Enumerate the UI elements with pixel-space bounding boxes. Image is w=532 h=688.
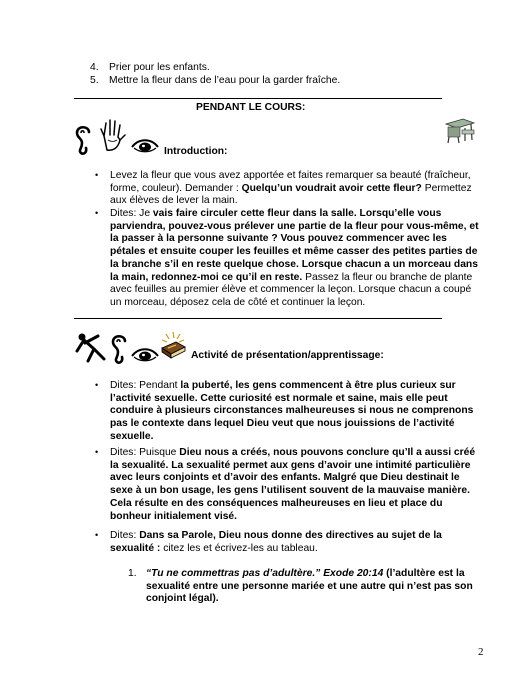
paragraph	[110, 447, 482, 523]
intro-heading: Introduction:	[164, 146, 228, 157]
bullet-icon: •	[95, 208, 99, 218]
text-run: Passez la fleur ou branche de plante avec feuilles au premier élève et commencer la leçon. Lorsque chacun a coupé un morceau, déposez cela de côté et continuer la leçon.	[110, 271, 473, 308]
bold-text: (l’adultère est la sexualité entre une personne mariée et une autre qui n’est pas son conjoint légal).	[146, 568, 473, 605]
list-number: 1.	[128, 568, 137, 579]
ear-icon	[110, 333, 130, 365]
text-run: Dites: Pendant	[110, 380, 181, 391]
text-run: Dites: Je	[110, 208, 153, 219]
list-number: 5.	[90, 75, 99, 86]
stretching-figure-icon	[74, 331, 108, 363]
hand-icon	[98, 118, 128, 152]
paragraph	[110, 380, 482, 444]
horizontal-rule	[74, 318, 442, 319]
bold-text: la puberté, les gens commencent à être plus curieux sur l’activité sexuelle. Cette curiosité est normale et saine, mais elle peut conduire à plusieurs circonstances malheureuses si nous ne comprenons pas le contexte dans lequel Dieu veut que nous jouissions de l’activité sexuelle.	[110, 380, 474, 442]
list-text: Prier pour les enfants.	[109, 62, 210, 73]
bold-text: Dieu nous a créés, nous pouvons conclure qu’Il a aussi créé la sexualité. La sexualité permet aux gens d’avoir une intimité particulière avec leurs conjoints et d’avoir des enfants. Malgré que Dieu destinait le sexe à un bon usage, les gens l’utilisent souvent de la mauvaise manière. Cela résulte en des conséquences malheureuses en lieu et place du bonheur initialement visé.	[110, 447, 476, 522]
text-run: Levez la fleur que vous avez apportée et faites remarquer sa beauté (fraîcheur, forme, couleur). Demander :	[110, 170, 471, 194]
text-run: Permettez aux élèves de lever la main.	[110, 182, 472, 207]
section-heading: Activité de présentation/apprentissage:	[191, 350, 384, 361]
quote-text: “Tu ne commettras pas d’adultère.” Exode 20:14	[146, 568, 384, 579]
bullet-icon: •	[95, 170, 99, 180]
bold-text: vais faire circuler cette fleur dans la salle. Lorsqu’elle vous parviendra, pouvez-vous prélever une partie de la fleur pour vous-même, et la passer à la personne suivante ? Vous pouvez commencer avec les pétales et ensuite couper les feuilles et même casser des petites parties de la branche s’il en reste quelque chose. Lorsque chacun a un morceau dans la main, redonnez-moi ce qu’il en reste.	[110, 208, 479, 283]
bold-text: Quelqu’un voudrait avoir cette fleur?	[241, 182, 422, 194]
paragraph	[146, 568, 482, 606]
section-title: PENDANT LE COURS:	[196, 102, 306, 113]
paragraph	[110, 170, 482, 208]
list-text: Mettre la fleur dans de l’eau pour la garder fraîche.	[109, 75, 341, 86]
paragraph	[110, 208, 482, 310]
eye-icon	[130, 137, 160, 153]
school-desk-icon	[443, 116, 477, 144]
list-number: 4.	[90, 62, 99, 73]
bullet-icon: •	[95, 530, 99, 540]
text-run: Dites:	[110, 530, 140, 541]
text-run: Dites: Puisque	[110, 447, 180, 458]
ear-icon	[74, 124, 94, 156]
bible-book-icon	[158, 330, 188, 360]
horizontal-rule	[74, 98, 442, 99]
paragraph	[110, 530, 482, 555]
page-number: 2	[478, 646, 484, 658]
eye-icon	[130, 346, 160, 362]
bold-text: Dans sa Parole, Dieu nous donne des directives au sujet de la sexualité :	[110, 530, 442, 554]
bullet-icon: •	[95, 380, 99, 390]
text-run: citez les et écrivez-les au tableau.	[160, 542, 318, 554]
bullet-icon: •	[95, 447, 99, 457]
